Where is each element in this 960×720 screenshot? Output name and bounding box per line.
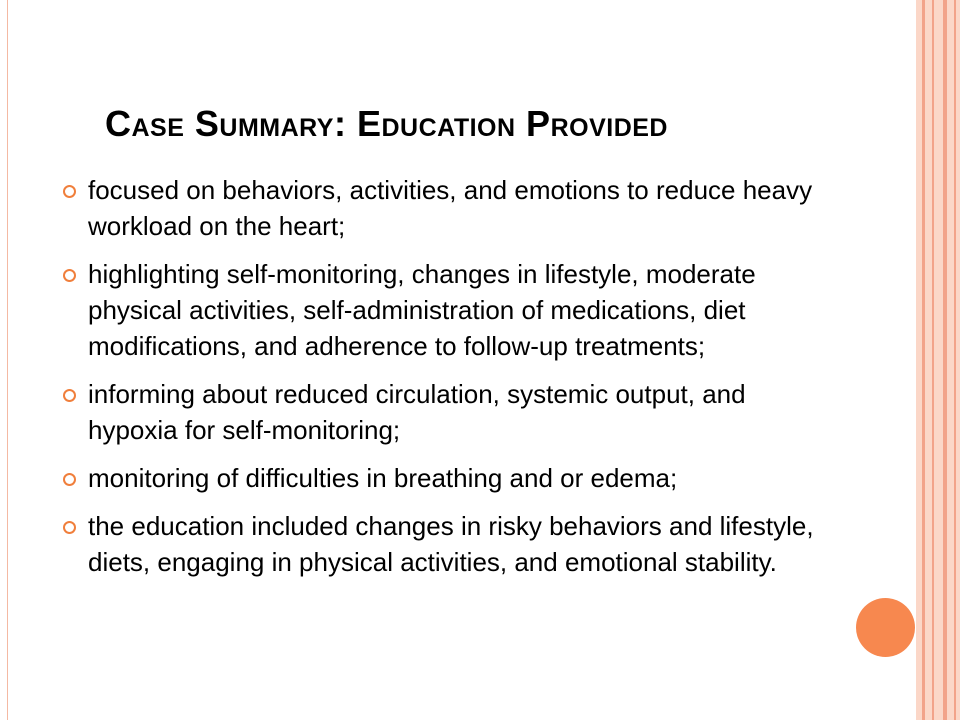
bullet-item (60, 256, 835, 364)
bullet-item (60, 172, 835, 244)
bullet-text: highlighting self-monitoring, changes in lifestyle, moderate physical activities, self-administration of medications, diet modifications, and adherence to follow-up treatments; (88, 259, 756, 361)
bullet-circle-icon (63, 185, 76, 198)
bullet-text: focused on behaviors, activities, and emotions to reduce heavy workload on the heart; (88, 175, 813, 241)
bullet-item (60, 460, 835, 496)
slide-title: Case Summary: Education Provided (105, 103, 668, 144)
bullet-item (60, 376, 835, 448)
stripe (954, 0, 956, 720)
stripe (932, 0, 934, 720)
bullet-text: informing about reduced circulation, systemic output, and hypoxia for self-monitoring; (88, 379, 746, 445)
bullet-text: monitoring of difficulties in breathing and or edema; (88, 463, 678, 493)
slide-left-border (7, 0, 8, 720)
stripe (922, 0, 925, 720)
bullet-circle-icon (63, 521, 76, 534)
bullet-item (60, 508, 835, 580)
decorative-circle (856, 598, 915, 657)
bullet-circle-icon (63, 269, 76, 282)
decorative-side-stripes (916, 0, 960, 720)
stripe (943, 0, 947, 720)
bullet-list (60, 172, 835, 592)
bullet-circle-icon (63, 473, 76, 486)
bullet-circle-icon (63, 389, 76, 402)
bullet-text: the education included changes in risky behaviors and lifestyle, diets, engaging in physical activities, and emotional stability. (88, 511, 814, 577)
